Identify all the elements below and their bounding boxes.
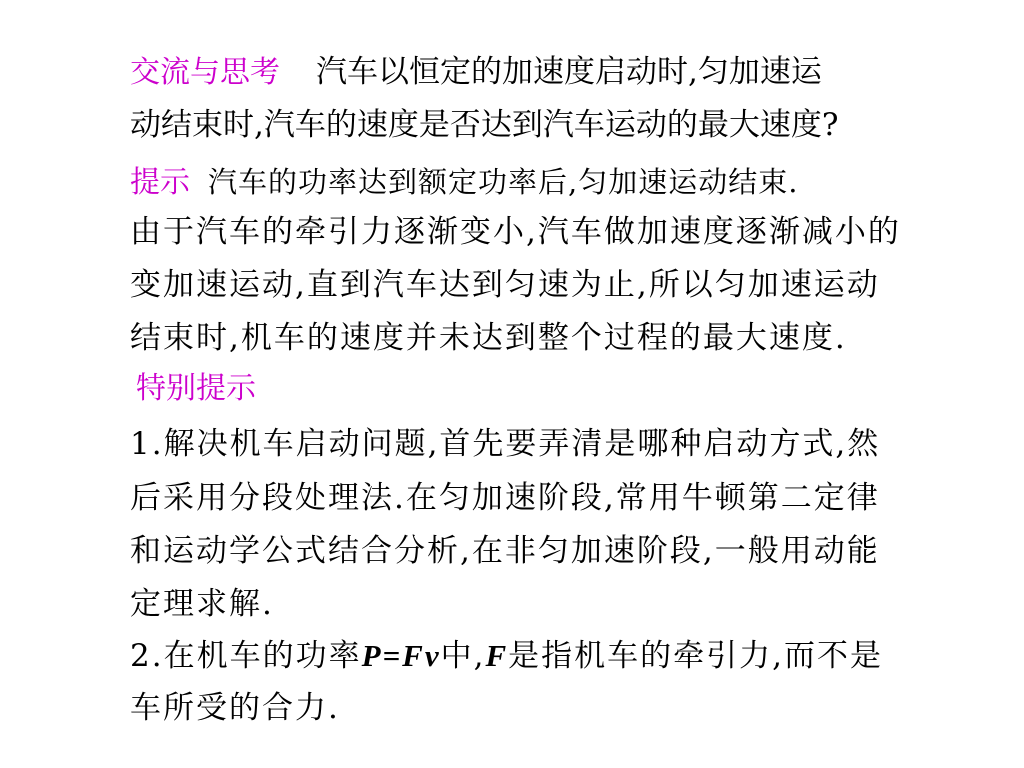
special-p1-line-2: [130, 478, 880, 518]
hint-text-3: 变加速运动,直到汽车达到匀速为止,所以匀加速运动: [130, 267, 880, 303]
special-p2-prefix: 2.在机车的功率: [130, 638, 362, 674]
exchange-label: 交流与思考: [130, 55, 280, 90]
special-p1-text-1: 1.解决机车启动问题,首先要弄清是哪种启动方式,然: [130, 426, 881, 462]
hint-line-1: [130, 162, 798, 203]
special-p1-line-3: [130, 531, 880, 571]
special-p1-text-4: 定理求解.: [130, 586, 274, 622]
hint-line-3: [130, 265, 880, 305]
hint-text-4: 结束时,机车的速度并未达到整个过程的最大速度.: [130, 320, 847, 356]
hint-label: 提示: [130, 165, 190, 200]
exchange-text-1: 汽车以恒定的加速度启动时,匀加速运: [316, 54, 822, 90]
exchange-text-2: 动结束时,汽车的速度是否达到汽车运动的最大速度?: [130, 107, 839, 143]
special-p2-line-1: [130, 636, 883, 676]
special-p1-line-4: [130, 584, 274, 624]
special-p2-suffix: 是指机车的牵引力,而不是: [508, 638, 884, 674]
special-p1-line-1: [130, 424, 880, 464]
hint-text-2: 由于汽车的牵引力逐渐变小,汽车做加速度逐渐减小的: [130, 214, 901, 250]
special-p1-text-3: 和运动学公式结合分析,在非匀加速阶段,一般用动能: [130, 533, 880, 569]
exchange-line-2: [130, 105, 838, 145]
power-formula: P=Fv: [361, 638, 441, 673]
special-heading: [136, 368, 256, 409]
exchange-line-1: [130, 52, 822, 93]
hint-line-2: [130, 212, 901, 252]
hint-line-4: [130, 318, 847, 358]
force-variable: F: [485, 638, 509, 673]
special-p2-middle: 中,: [440, 638, 486, 674]
special-p2-text-2: 车所受的合力.: [130, 690, 340, 726]
hint-text-1: 汽车的功率达到额定功率后,匀加速运动结束.: [208, 165, 799, 199]
special-p2-line-2: [130, 688, 340, 728]
special-p1-text-2: 后采用分段处理法.在匀加速阶段,常用牛顿第二定律: [130, 480, 880, 516]
special-label: 特别提示: [136, 371, 256, 406]
